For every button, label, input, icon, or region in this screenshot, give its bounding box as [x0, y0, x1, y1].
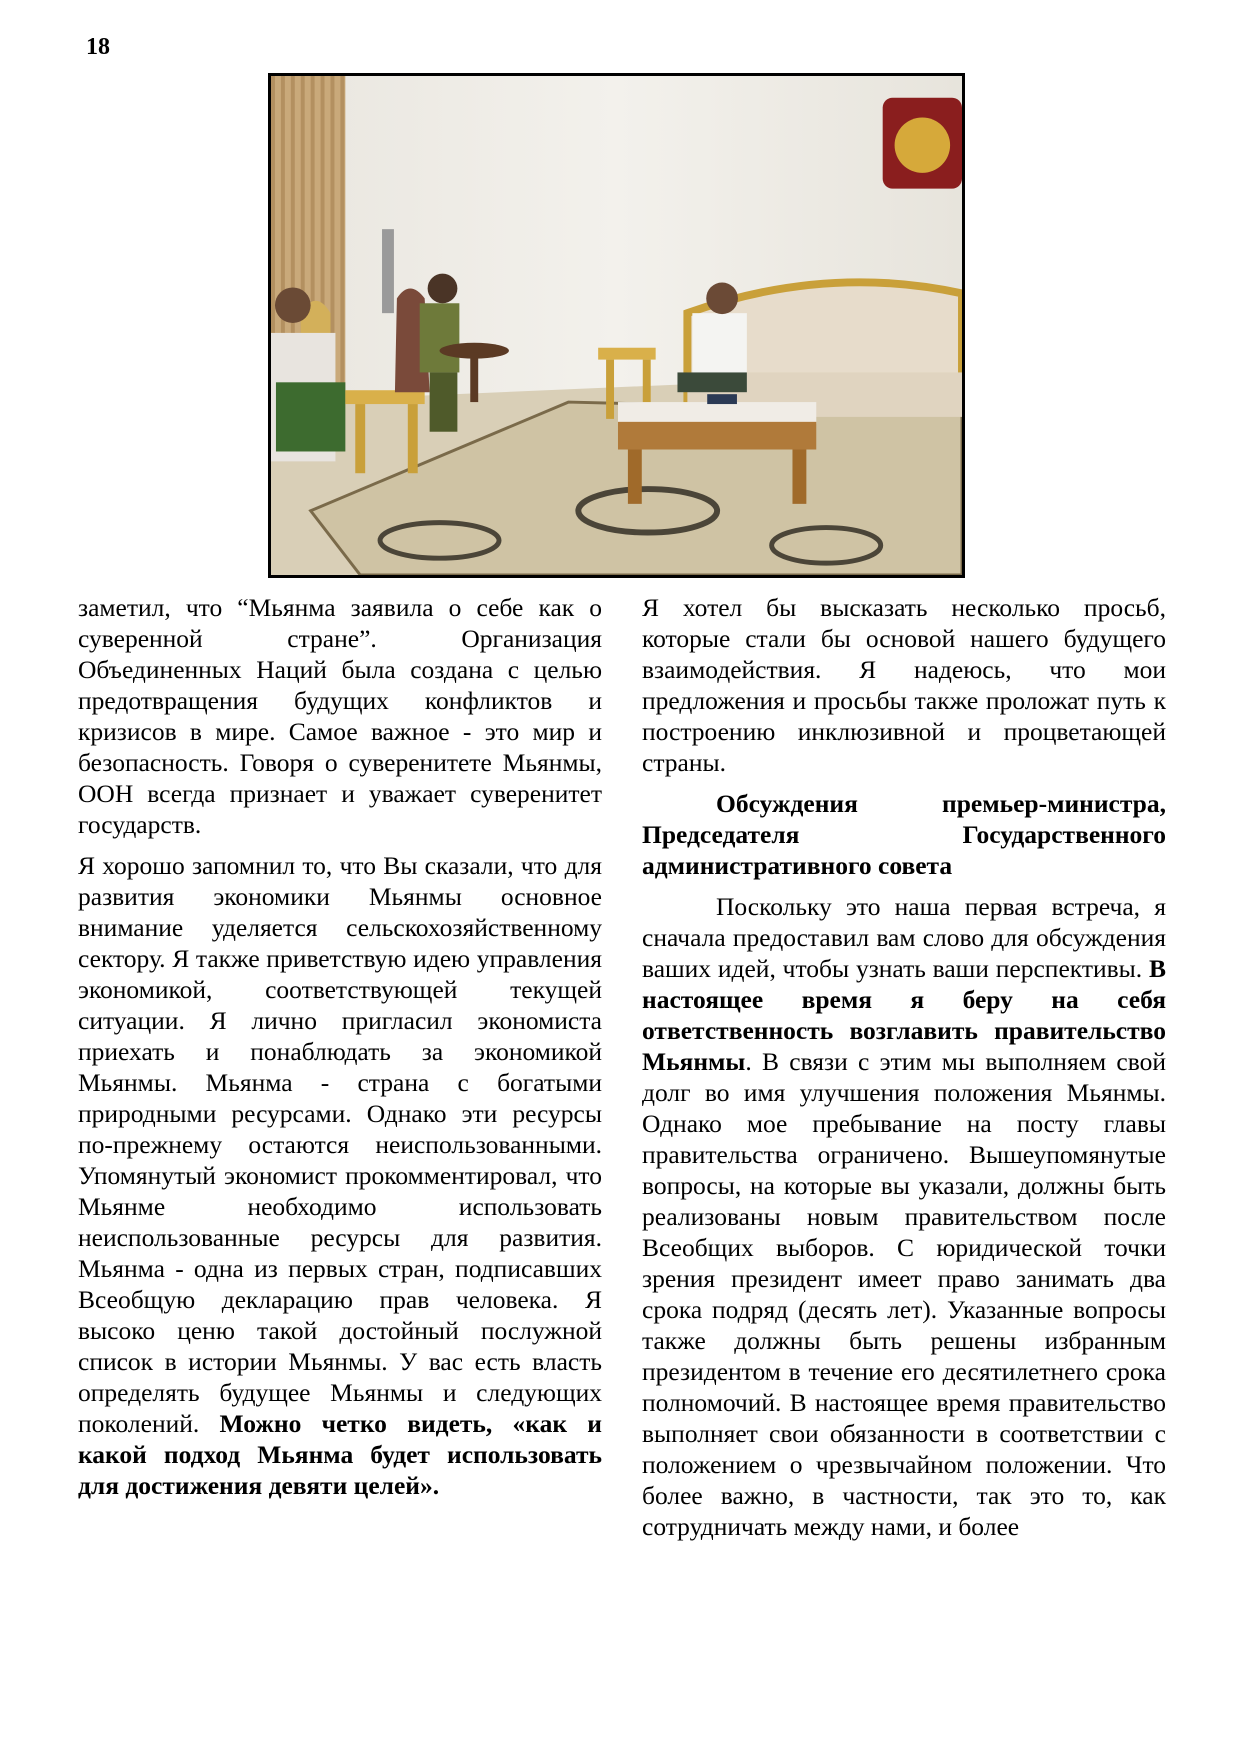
meeting-photo-illustration [271, 76, 962, 575]
section-heading: Обсуждения премьер-министра, Председателя Государственного административного совета [642, 789, 1166, 880]
left-paragraph-1: заметил, что “Мьянма заявила о себе как о суверенной стране”. Организация Объединенных Наций была создана с целью предотвращения будущих конфликтов и кризисов в мире. Самое важное - это мир и безопасность. Говоря о суверенитете Мьянмы, ООН всегда признает и уважает суверенитет государств. [78, 593, 602, 839]
meeting-photo [268, 73, 965, 578]
right-paragraph-2-bold: В настоящее время я беру на себя ответственность возглавить правительство Мьянмы [642, 954, 1166, 1076]
right-paragraph-2-start: Поскольку это наша первая встреча, я сначала предоставил вам слово для обсуждения ваших идей, чтобы узнать ваши перспективы. [642, 892, 1166, 983]
page-number: 18 [86, 34, 110, 60]
right-paragraph-2-end: . В связи с этим мы выполняем свой долг во имя улучшения положения Мьянмы. Однако мое пребывание на посту главы правительства ограничено. Вышеупомянутые вопросы, на которые вы указали, должны быть реализованы новым правительством после Всеобщих выборов. С юридической точки зрения президент имеет право занимать два срока подряд (десять лет). Указанные вопросы также должны быть решены избранным президентом в течение его десятилетнего срока полномочий. В настоящее время правительство выполняет свои обязанности в соответствии с положением о чрезвычайном положении. Что более важно, в частности, так это то, как сотрудничать между нами, и более [642, 1047, 1166, 1541]
left-paragraph-2 [78, 850, 602, 1501]
left-paragraph-2-bold: Можно четко видеть, «как и какой подход Мьянма будет использовать для достижения девяти целей». [78, 1409, 603, 1500]
left-column [78, 592, 602, 1511]
right-column [642, 592, 1166, 1552]
left-paragraph-2-text: Я хорошо запомнил то, что Вы сказали, что для развития экономики Мьянмы основное внимание уделяется сельскохозяйственному сектору. Я также приветствую идею управления экономикой, соответствующей текущей ситуации. Я лично пригласил экономиста приехать и понаблюдать за экономикой Мьянмы. Мьянма - страна с богатыми природными ресурсами. Однако эти ресурсы по-прежнему остаются неиспользованными. Упомянутый экономист прокомментировал, что Мьянме необходимо использовать неиспользованные ресурсы для развития. Мьянма - одна из первых стран, подписавших Всеобщую декларацию прав человека. Я высоко ценю такой достойный послужной список в истории Мьянмы. У вас есть власть определять будущее Мьянмы и следующих поколений. [78, 851, 602, 1438]
right-paragraph-2 [642, 891, 1166, 1542]
right-paragraph-1: Я хотел бы высказать несколько просьб, которые стали бы основой нашего будущего взаимодействия. Я надеюсь, что мои предложения и просьбы также проложат путь к построению инклюзивной и процветающей страны. [642, 593, 1166, 777]
